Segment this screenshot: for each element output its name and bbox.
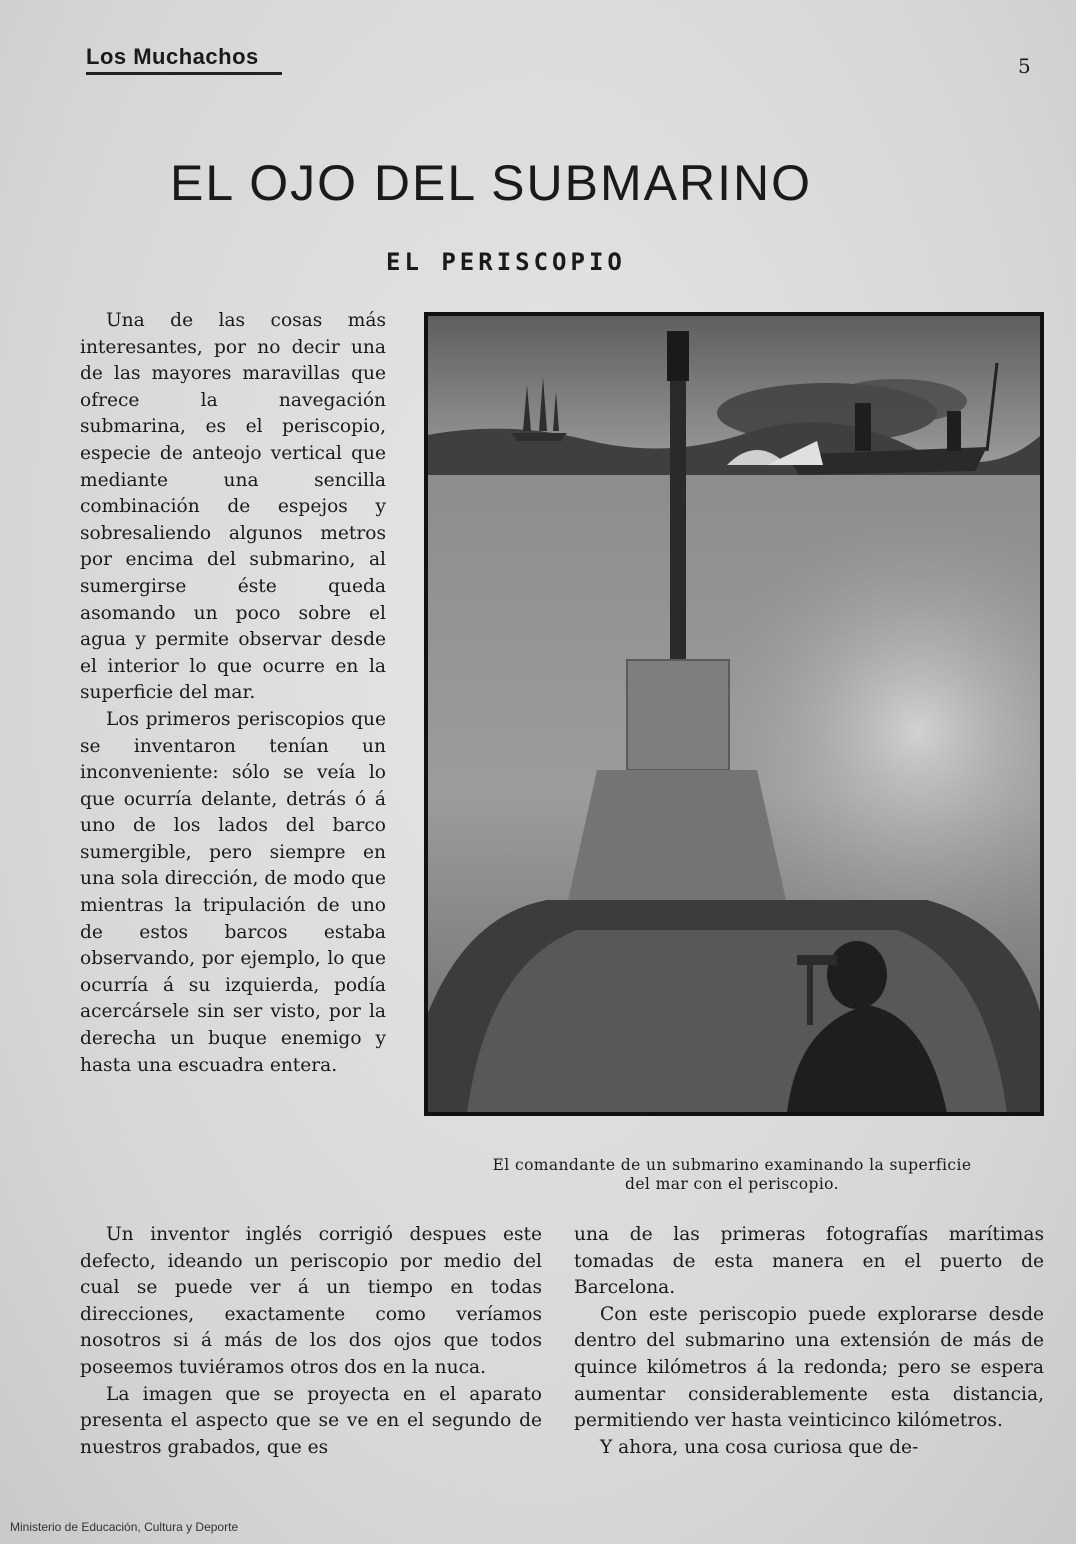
paragraph: Una de las cosas más interesantes, por no decir una de las mayores maravillas que ofrece la navegación submarina, es el periscopio, especie de anteojo vertical que mediante una sencilla combinación de espejos y sobresaliendo algunos metros por encima del submarino, al sumergirse éste queda asomando un poco sobre el agua y permite observar desde el interior lo que ocurre en la superficie del mar. (80, 310, 386, 704)
paragraph: Un inventor inglés corrigió despues este defecto, ideando un periscopio por medio del cual se puede ver á un tiempo en todas direcciones, exactamente como veríamos nosotros si á más de los dos ojos que todos poseemos tuviéramos otros dos en la nuca. (80, 1224, 542, 1378)
article-subtitle: EL PERISCOPIO (386, 248, 626, 276)
image-caption (432, 1156, 1032, 1194)
header-underline (86, 72, 282, 75)
bottom-left-column-text (80, 1222, 542, 1461)
paragraph: Con este periscopio puede explorarse desde dentro del submarino una extensión de más de quince kilómetros á la redonda; pero se espera aumentar considerablemente esta distancia, permitiendo ver hasta veinticinco kilómetros. (574, 1303, 1044, 1432)
magazine-name: Los Muchachos (86, 44, 259, 69)
paragraph: Los primeros periscopios que se inventaron tenían un inconveniente: sólo se veía lo que ocurría delante, detrás ó á uno de los lados del barco sumergible, pero siempre en una sola dirección, de modo que mientras la tripulación de uno de estos barcos estaba observando, por ejemplo, lo que ocurría á su izquierda, podía acercársele sin ser visto, por la derecha un buque enemigo y hasta una escuadra entera. (80, 708, 386, 1076)
source-credit: Ministerio de Educación, Cultura y Deporte (10, 1520, 239, 1534)
illustration-drawing (427, 315, 1041, 1113)
paragraph: La imagen que se proyecta en el aparato presenta el aspecto que se ve en el segundo de nuestros grabados, que es (80, 1383, 542, 1458)
article-title: EL OJO DEL SUBMARINO (170, 155, 812, 211)
submarine-periscope-illustration (424, 312, 1044, 1116)
page-number: 5 (1018, 54, 1031, 78)
periscope-tube (670, 335, 686, 695)
paragraph: Y ahora, una cosa curiosa que de- (600, 1436, 919, 1458)
paragraph: una de las primeras fotografías marítimas tomadas de esta manera en el puerto de Barcelona. (574, 1224, 1044, 1299)
caption-line: El comandante de un submarino examinando la superficie (492, 1156, 972, 1174)
bottom-right-column-text (574, 1222, 1044, 1461)
left-column-text (80, 308, 386, 1079)
caption-line: del mar con el periscopio. (625, 1175, 839, 1193)
